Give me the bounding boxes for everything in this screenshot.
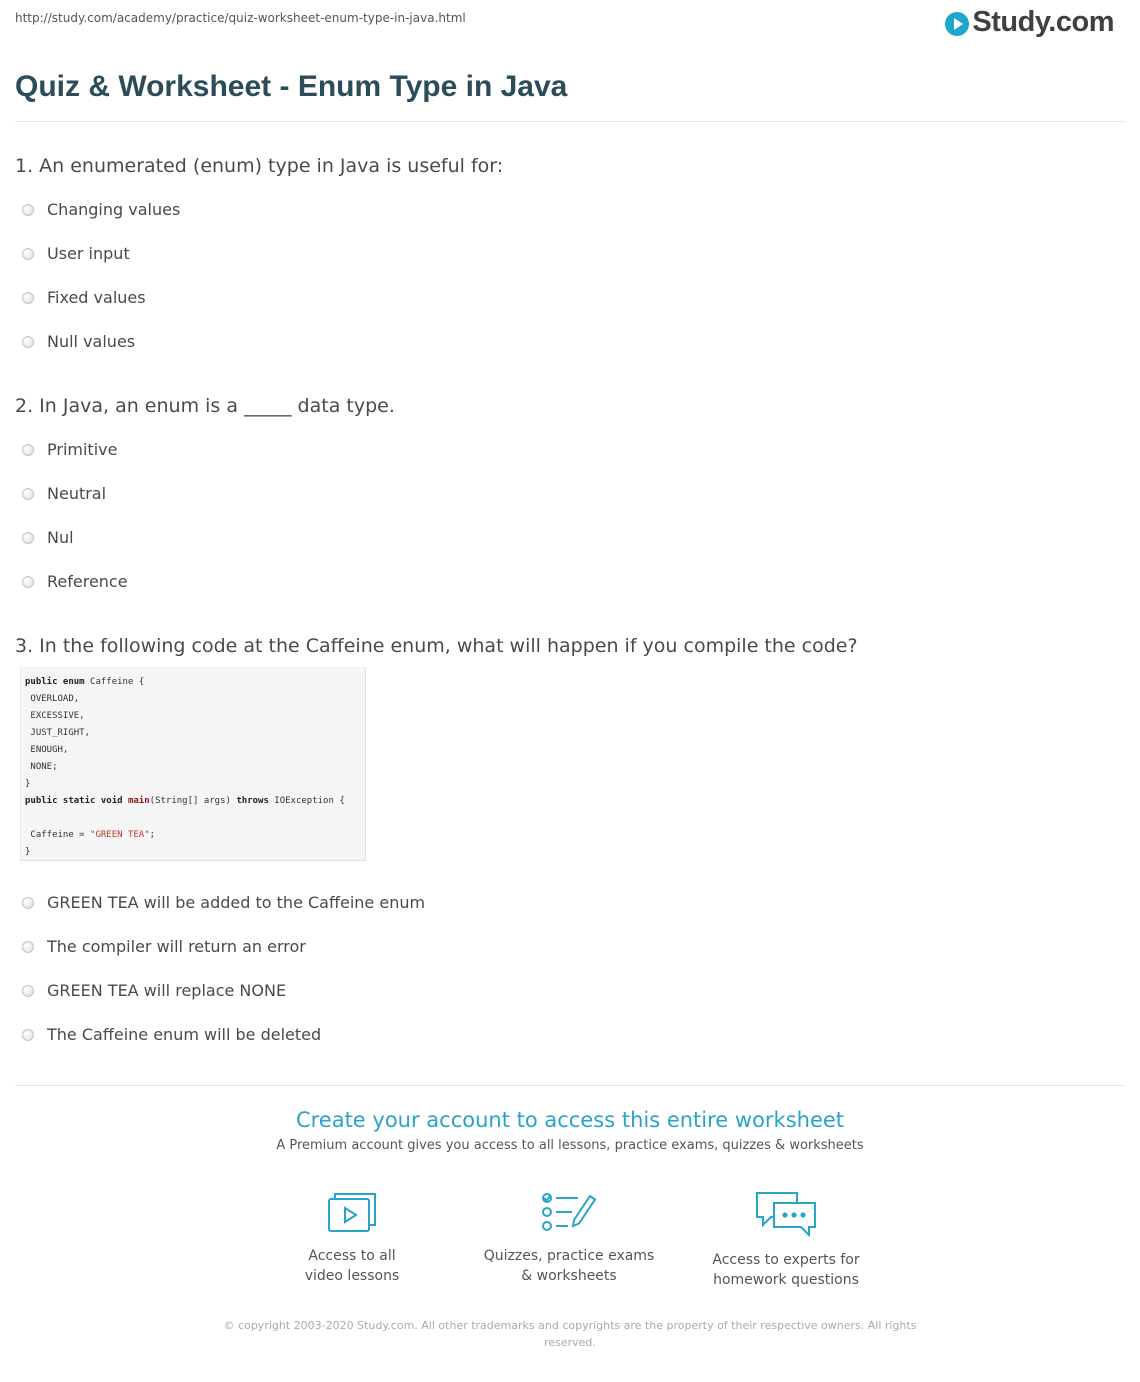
radio-button[interactable] [22, 336, 34, 348]
cta-subtitle: A Premium account gives you access to all lessons, practice exams, quizzes & worksheets [276, 1138, 864, 1153]
page-url: http://study.com/academy/practice/quiz-worksheet-enum-type-in-java.html [15, 11, 466, 25]
q1-option-b[interactable] [22, 244, 130, 263]
code-line: JUST_RIGHT, [25, 728, 91, 738]
copyright-footer: © copyright 2003-2020 Study.com. All other trademarks and copyrights are the property of their respective owners. All rights reserved. [223, 1319, 917, 1349]
q2-option-c[interactable] [22, 528, 74, 547]
option-label: Null values [47, 332, 136, 351]
feature-label: Quizzes, practice exams & worksheets [483, 1248, 655, 1284]
radio-button[interactable] [22, 576, 34, 588]
option-label: Fixed values [47, 288, 146, 307]
code-line [25, 810, 365, 827]
q3-option-d[interactable] [22, 1025, 321, 1044]
feature-video-lessons [252, 1190, 452, 1286]
question-3: 3. In the following code at the Caffeine enum, what will happen if you compile the code? [15, 635, 858, 657]
logo-text: Study.com [972, 6, 1114, 38]
radio-button[interactable] [22, 444, 34, 456]
code-line: NONE; [25, 762, 58, 772]
play-logo-icon [945, 12, 969, 36]
radio-button[interactable] [22, 1029, 34, 1041]
code-line: } [25, 847, 31, 857]
q3-option-b[interactable] [22, 937, 306, 956]
q2-option-b[interactable] [22, 484, 106, 503]
radio-button[interactable] [22, 897, 34, 909]
title-divider [15, 121, 1125, 122]
q1-option-a[interactable] [22, 200, 180, 219]
radio-button[interactable] [22, 532, 34, 544]
top-bar [0, 0, 1140, 50]
option-label: User input [47, 244, 130, 263]
option-label: Reference [47, 572, 128, 591]
radio-button[interactable] [22, 941, 34, 953]
option-label: The Caffeine enum will be deleted [47, 1025, 322, 1044]
option-label: The compiler will return an error [47, 937, 306, 956]
option-label: Primitive [47, 440, 118, 459]
code-line: public static void main(String[] args) throws IOException { [25, 796, 345, 806]
option-label: Neutral [47, 484, 107, 503]
chat-bubbles-icon [754, 1190, 818, 1238]
page-title: Quiz & Worksheet - Enum Type in Java [15, 70, 568, 103]
feature-label: Access to experts for homework questions [712, 1252, 860, 1288]
radio-button[interactable] [22, 292, 34, 304]
code-line: EXCESSIVE, [25, 711, 85, 721]
quiz-checklist-icon [540, 1190, 598, 1234]
video-lesson-icon [326, 1190, 378, 1234]
question-2: 2. In Java, an enum is a _____ data type. [15, 395, 395, 417]
cta-divider [15, 1085, 1125, 1086]
radio-button[interactable] [22, 248, 34, 260]
question-1: 1. An enumerated (enum) type in Java is useful for: [15, 155, 504, 177]
q1-option-c[interactable] [22, 288, 146, 307]
code-line: ENOUGH, [25, 745, 69, 755]
option-label: GREEN TEA will be added to the Caffeine enum [47, 893, 426, 912]
code-snippet [20, 667, 366, 861]
feature-experts [686, 1190, 886, 1290]
code-line: OVERLOAD, [25, 694, 80, 704]
code-line: Caffeine = "GREEN TEA"; [25, 830, 156, 840]
radio-button[interactable] [22, 204, 34, 216]
cta-title-link[interactable]: Create your account to access this entire worksheet [295, 1108, 845, 1132]
radio-button[interactable] [22, 488, 34, 500]
q3-option-a[interactable] [22, 893, 425, 912]
q2-option-a[interactable] [22, 440, 117, 459]
code-line: public enum Caffeine { [25, 677, 145, 687]
feature-label: Access to all video lessons [304, 1248, 400, 1284]
q3-option-c[interactable] [22, 981, 286, 1000]
option-label: GREEN TEA will replace NONE [47, 981, 287, 1000]
option-label: Changing values [47, 200, 181, 219]
radio-button[interactable] [22, 985, 34, 997]
code-line: } [25, 779, 31, 789]
study-logo[interactable] [945, 6, 1114, 39]
option-label: Nul [47, 528, 74, 547]
feature-quizzes [469, 1190, 669, 1286]
q2-option-d[interactable] [22, 572, 128, 591]
q1-option-d[interactable] [22, 332, 135, 351]
